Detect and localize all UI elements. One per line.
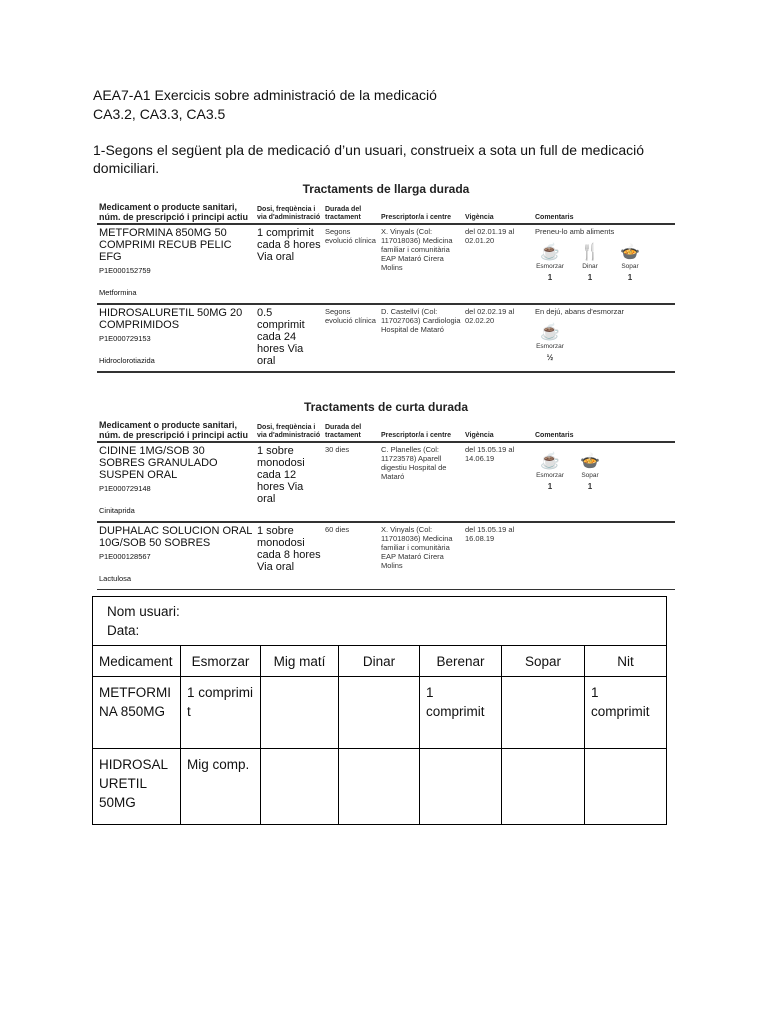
col-comments: Comentaris [533, 202, 675, 224]
meal-quantity: 1 [587, 482, 593, 491]
plan-dose-cell[interactable] [339, 749, 420, 825]
duration-cell: Segons evolució clínica [323, 224, 379, 304]
prescriber-cell: C. Planelles (Col: 11723578) Aparell digestiu Hospital de Mataró [379, 442, 463, 522]
meal-label: Sopar [621, 263, 639, 270]
meal-icon-group [535, 324, 565, 362]
long-term-section [97, 182, 675, 373]
plan-dose-cell[interactable] [585, 749, 667, 825]
prescription-code: P1E000729148 [99, 484, 151, 493]
coffee-cup-icon: ☕ [540, 244, 560, 261]
prescription-code: P1E000128567 [99, 552, 151, 561]
header-mig-matí: Mig matí [261, 646, 339, 677]
header-esmorzar: Esmorzar [181, 646, 261, 677]
header-nit: Nit [585, 646, 667, 677]
plan-medication-cell[interactable]: METFORMI NA 850MG [93, 677, 181, 749]
drug-name: METFORMINA 850MG 50 COMPRIMI RECUB PELIC EFG [99, 227, 232, 263]
medication-row [97, 304, 675, 372]
plan-dose-cell[interactable]: Mig comp. [181, 749, 261, 825]
drug-name: DUPHALAC SOLUCION ORAL 10G/SOB 50 SOBRES [99, 525, 253, 549]
meal-icons [535, 244, 673, 282]
comments-cell [533, 522, 675, 590]
meal-icon-group [535, 244, 565, 282]
meal-label: Esmorzar [536, 472, 564, 479]
dose-cell: 1 sobre monodosi cada 8 hores Via oral [255, 522, 323, 590]
meal-quantity: 1 [547, 482, 553, 491]
comment-text: Preneu-lo amb aliments [535, 227, 615, 236]
col-validity: Vigència [463, 202, 533, 224]
meal-icons [535, 453, 673, 491]
plan-medication-cell[interactable]: HIDROSAL URETIL 50MG [93, 749, 181, 825]
col-validity: Vigència [463, 420, 533, 442]
plan-dose-cell[interactable] [261, 677, 339, 749]
meal-label: Dinar [582, 263, 598, 270]
competency-codes: CA3.2, CA3.3, CA3.5 [93, 106, 226, 122]
medication-cell [97, 304, 255, 372]
short-term-section [97, 400, 675, 591]
duration-cell: Segons evolució clínica [323, 304, 379, 372]
active-ingredient: Cinitaprida [99, 506, 135, 515]
comments-cell [533, 304, 675, 372]
soup-bowl-icon: 🍲 [620, 244, 640, 261]
col-dose: Dosi, freqüència i via d'administració [255, 420, 323, 442]
plan-dose-cell[interactable] [261, 749, 339, 825]
plan-dose-cell[interactable] [339, 677, 420, 749]
short-term-table [97, 420, 675, 591]
col-medication: Medicament o producte sanitari, núm. de prescripció i principi actiu [97, 202, 255, 224]
header-dinar: Dinar [339, 646, 420, 677]
prescriber-cell: X. Vinyals (Col: 117018036) Medicina familiar i comunitària EAP Mataró Cirera Molins [379, 522, 463, 590]
plan-dose-cell[interactable] [502, 677, 585, 749]
meal-quantity: 1 [587, 273, 593, 282]
active-ingredient: Metformina [99, 288, 137, 297]
comments-cell [533, 442, 675, 522]
cutlery-icon: 🍴 [580, 244, 600, 261]
meal-icon-group [575, 244, 605, 282]
header-medicament: Medicament [93, 646, 181, 677]
header-sopar: Sopar [502, 646, 585, 677]
instruction-line-2: domiciliari. [93, 160, 160, 176]
meal-icon-group [535, 453, 565, 491]
coffee-cup-icon: ☕ [540, 324, 560, 341]
medication-cell [97, 224, 255, 304]
active-ingredient: Lactulosa [99, 574, 132, 583]
col-dose: Dosi, freqüència i via d'administració [255, 202, 323, 224]
header-berenar: Berenar [420, 646, 502, 677]
dose-cell: 1 sobre monodosi cada 12 hores Via oral [255, 442, 323, 522]
user-info-box[interactable] [93, 597, 667, 646]
plan-dose-cell[interactable] [502, 749, 585, 825]
comments-cell [533, 224, 675, 304]
col-duration: Durada del tractament [323, 420, 379, 442]
validity-cell: del 02.01.19 al 02.01.20 [463, 224, 533, 304]
prescription-code: P1E000152759 [99, 266, 151, 275]
plan-dose-cell[interactable] [420, 749, 502, 825]
prescriber-cell: D. Castellví (Col: 117027063) Cardiologia Hospital de Mataró [379, 304, 463, 372]
user-name-label: Nom usuari: [107, 604, 180, 619]
meal-label: Esmorzar [536, 263, 564, 270]
drug-name: HIDROSALURETIL 50MG 20 COMPRIMIDOS [99, 307, 243, 331]
medication-row [97, 522, 675, 590]
drug-name: CIDINE 1MG/SOB 30 SOBRES GRANULADO SUSPEN ORAL [99, 445, 218, 481]
meal-icons [535, 324, 673, 362]
meal-icon-group [615, 244, 645, 282]
prescriber-cell: X. Vinyals (Col: 117018036) Medicina familiar i comunitària EAP Mataró Cirera Molins [379, 224, 463, 304]
comment-text: En dejú, abans d'esmorzar [535, 307, 624, 316]
plan-dose-cell[interactable]: 1 comprimi t [181, 677, 261, 749]
meal-quantity: 1 [627, 273, 633, 282]
dose-cell: 1 comprimit cada 8 hores Via oral [255, 224, 323, 304]
duration-cell: 30 dies [323, 442, 379, 522]
prescription-code: P1E000729153 [99, 334, 151, 343]
plan-row [93, 677, 667, 749]
meal-quantity: 1 [547, 273, 553, 282]
meal-quantity: ½ [546, 353, 554, 362]
meal-label: Esmorzar [536, 343, 564, 350]
col-comments: Comentaris [533, 420, 675, 442]
instruction-line-1: 1-Segons el següent pla de medicació d’un usuari, construeix a sota un full de medicació [93, 142, 644, 158]
exercise-title: AEA7-A1 Exercicis sobre administració de la medicació [93, 87, 437, 103]
meal-label: Sopar [581, 472, 599, 479]
short-term-title: Tractaments de curta durada [303, 400, 469, 414]
medication-row [97, 224, 675, 304]
active-ingredient: Hidroclorotiazida [99, 356, 155, 365]
medication-row [97, 442, 675, 522]
plan-row [93, 749, 667, 825]
long-term-title: Tractaments de llarga durada [302, 182, 470, 196]
home-medication-sheet [92, 596, 667, 825]
coffee-cup-icon: ☕ [540, 453, 560, 470]
validity-cell: del 15.05.19 al 14.06.19 [463, 442, 533, 522]
medication-cell [97, 522, 255, 590]
soup-bowl-icon: 🍲 [580, 453, 600, 470]
col-prescriber: Prescriptor/a i centre [379, 202, 463, 224]
meal-icon-group [575, 453, 605, 491]
validity-cell: del 02.02.19 al 02.02.20 [463, 304, 533, 372]
date-label: Data: [107, 623, 140, 638]
duration-cell: 60 dies [323, 522, 379, 590]
col-duration: Durada del tractament [323, 202, 379, 224]
validity-cell: del 15.05.19 al 16.08.19 [463, 522, 533, 590]
plan-dose-cell[interactable]: 1 comprimit [420, 677, 502, 749]
long-term-table [97, 202, 675, 373]
medication-cell [97, 442, 255, 522]
plan-dose-cell[interactable]: 1 comprimit [585, 677, 667, 749]
col-prescriber: Prescriptor/a i centre [379, 420, 463, 442]
col-medication: Medicament o producte sanitari, núm. de prescripció i principi actiu [97, 420, 255, 442]
dose-cell: 0.5 comprimit cada 24 hores Via oral [255, 304, 323, 372]
